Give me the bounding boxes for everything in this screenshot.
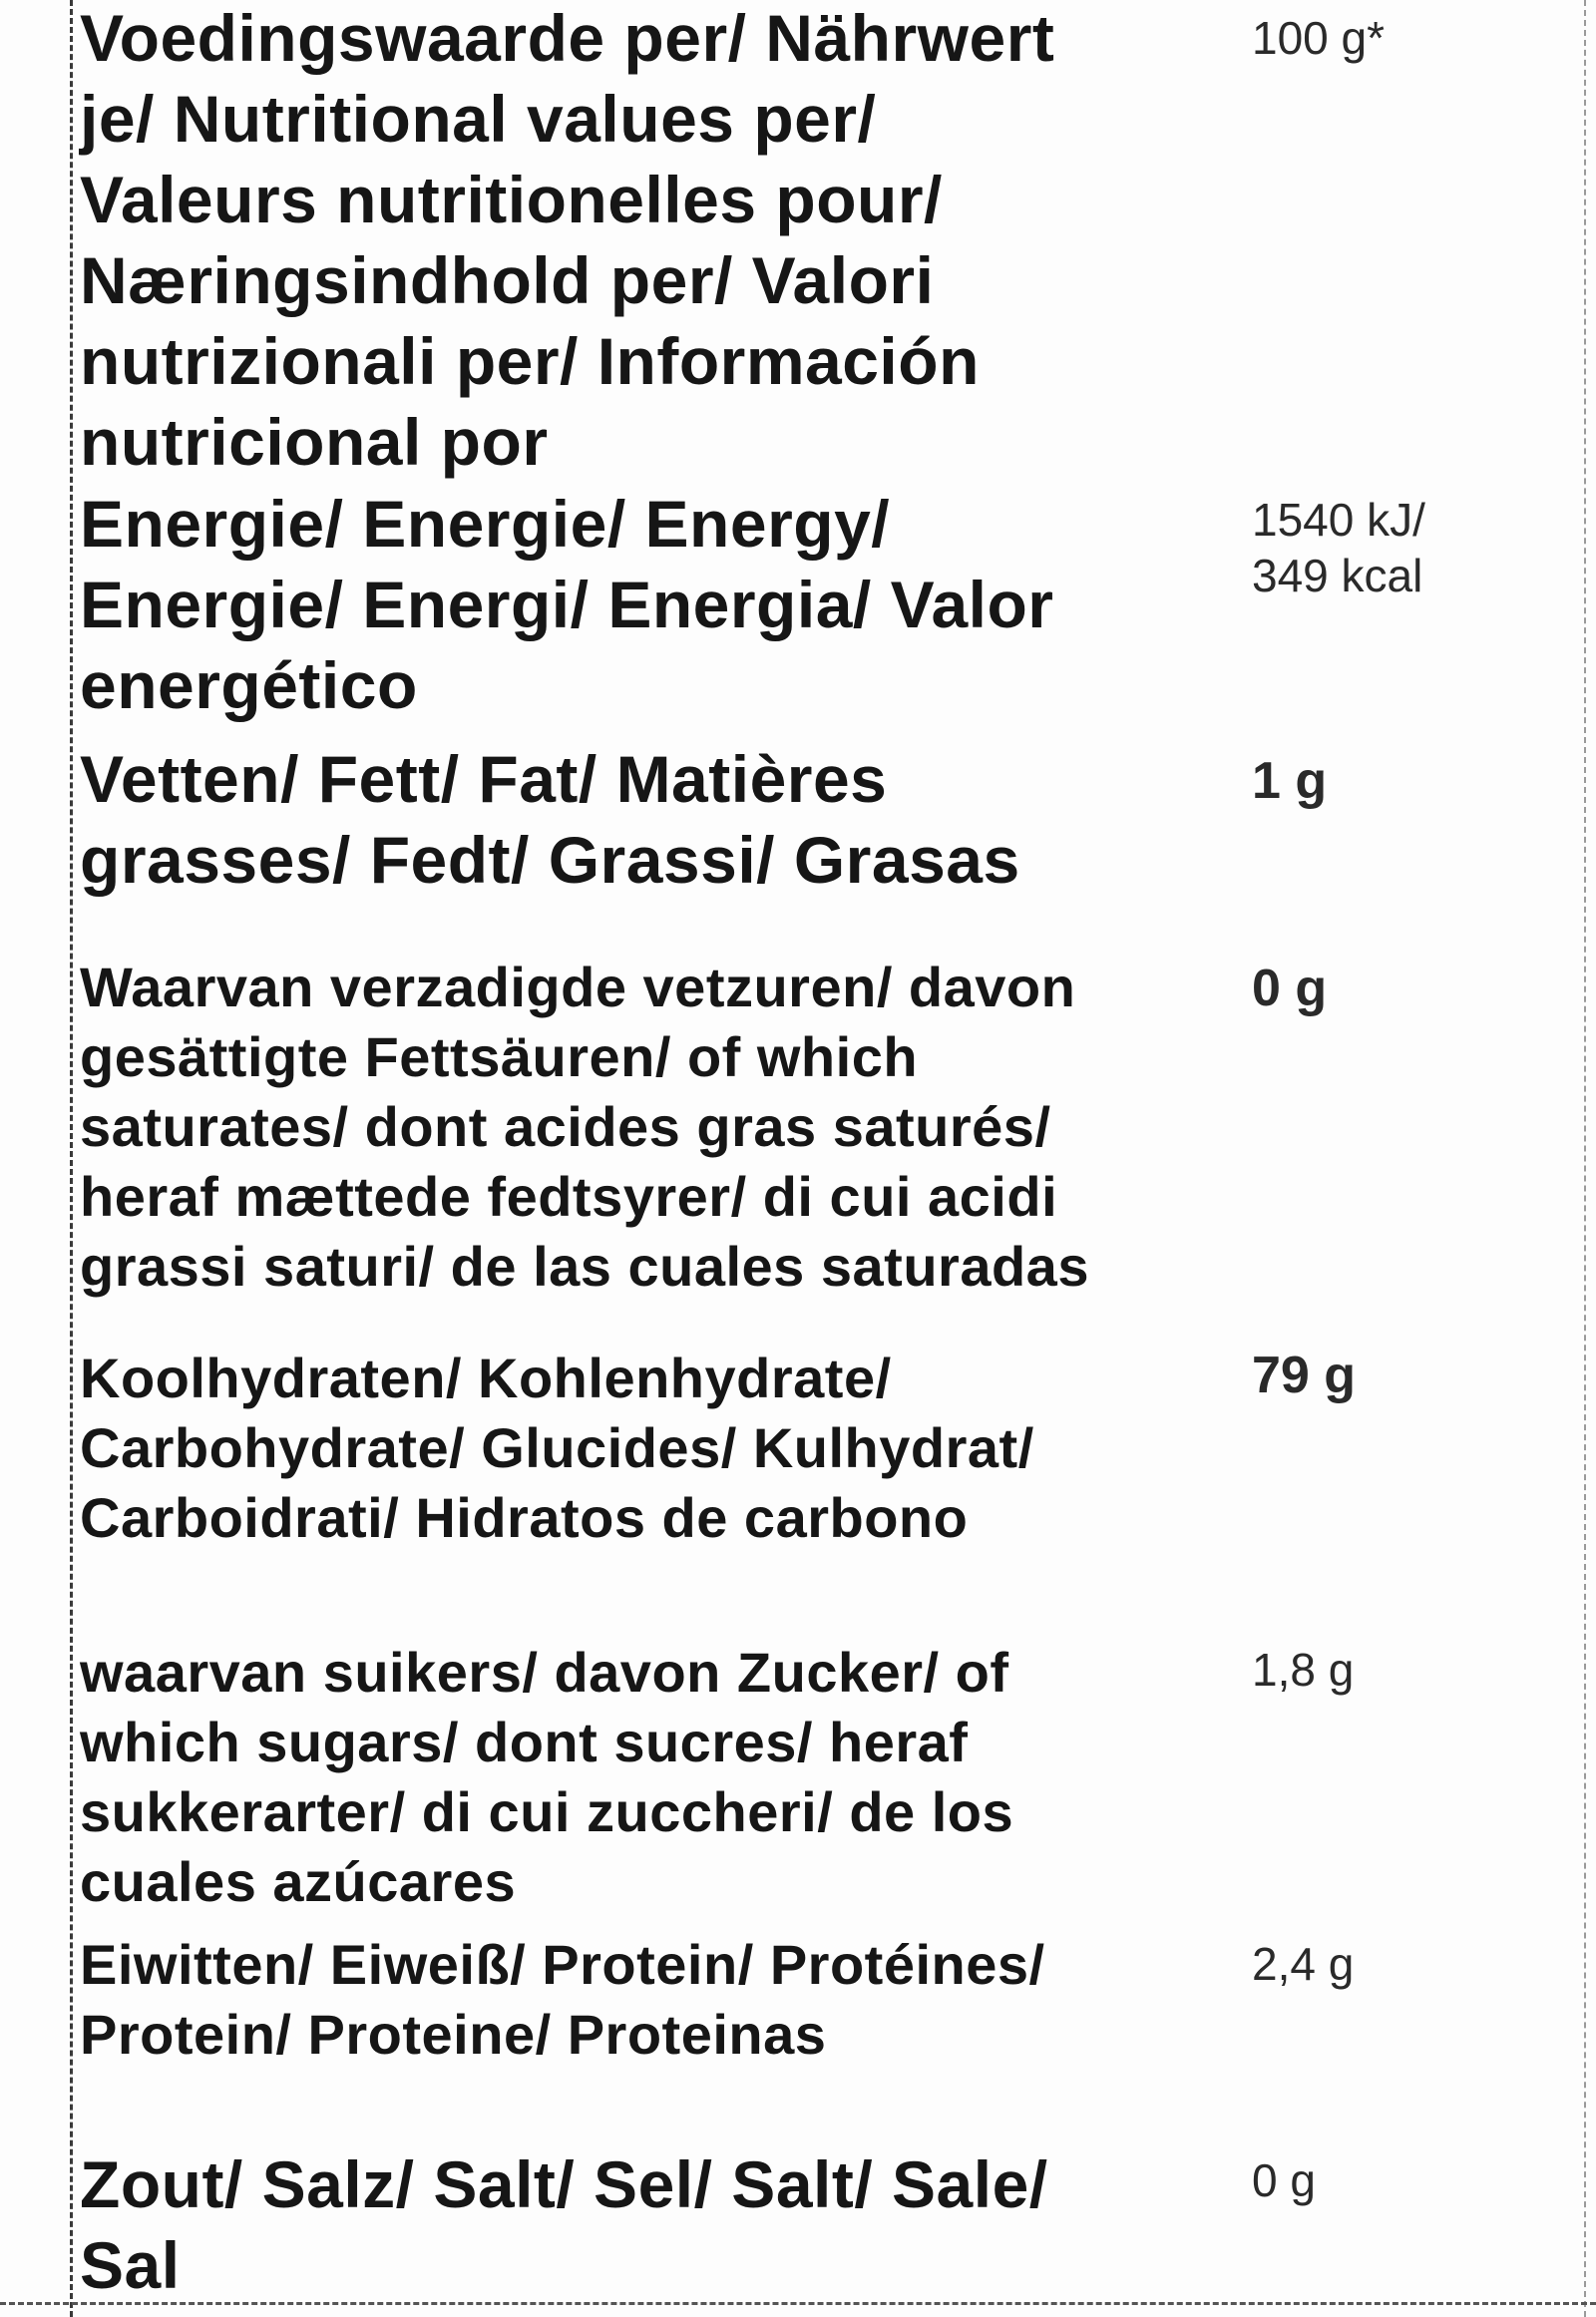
nutrient-label: waarvan suikers/ davon Zucker/ of which sugars/ dont sucres/ heraf sukkerarter/ di cui zuccheri/ de los cuales azúcares [80,1641,1014,1913]
nutrient-value: 1,8 g [1252,1644,1355,1696]
right-cut-line [1584,0,1586,2317]
nutrient-value: 0 g [1252,960,1328,1017]
nutrition-header-value: 100 g* [1252,12,1386,64]
nutrient-label: Koolhydraten/ Kohlenhydrate/ Carbohydrate/ Glucides/ Kulhydrat/ Carboidrati/ Hidratos de carbono [80,1347,1034,1549]
nutrient-value: 79 g [1252,1347,1357,1404]
nutrition-header-label: Voedingswaarde per/ Nährwert je/ Nutritional values per/ Valeurs nutritionelles pour/ Næringsindhold per/ Valori nutrizionali per/ Información nutricional por [80,1,1055,479]
nutrient-value: 1 g [1252,752,1328,810]
nutrient-label: Zout/ Salz/ Salt/ Sel/ Salt/ Sale/ Sal [80,2147,1048,2302]
nutrient-value: 1540 kJ/ 349 kcal [1252,494,1425,601]
nutrient-label: Eiwitten/ Eiweiß/ Protein/ Protéines/ Protein/ Proteine/ Proteinas [80,1933,1045,2066]
nutrient-value: 0 g [1252,2154,1316,2206]
nutrient-label: Vetten/ Fett/ Fat/ Matières grasses/ Fedt/ Grassi/ Grasas [80,742,1020,897]
nutrient-label: Waarvan verzadigde vetzuren/ davon gesättigte Fettsäuren/ of which saturates/ dont acides gras saturés/ heraf mættede fedtsyrer/ di cui acidi grassi saturi/ de las cuales saturadas [80,956,1089,1298]
left-cut-line [70,0,73,2317]
nutrient-value: 2,4 g [1252,1938,1355,1990]
nutrient-label: Energie/ Energie/ Energy/ Energie/ Energi/ Energia/ Valor energético [80,487,1054,722]
